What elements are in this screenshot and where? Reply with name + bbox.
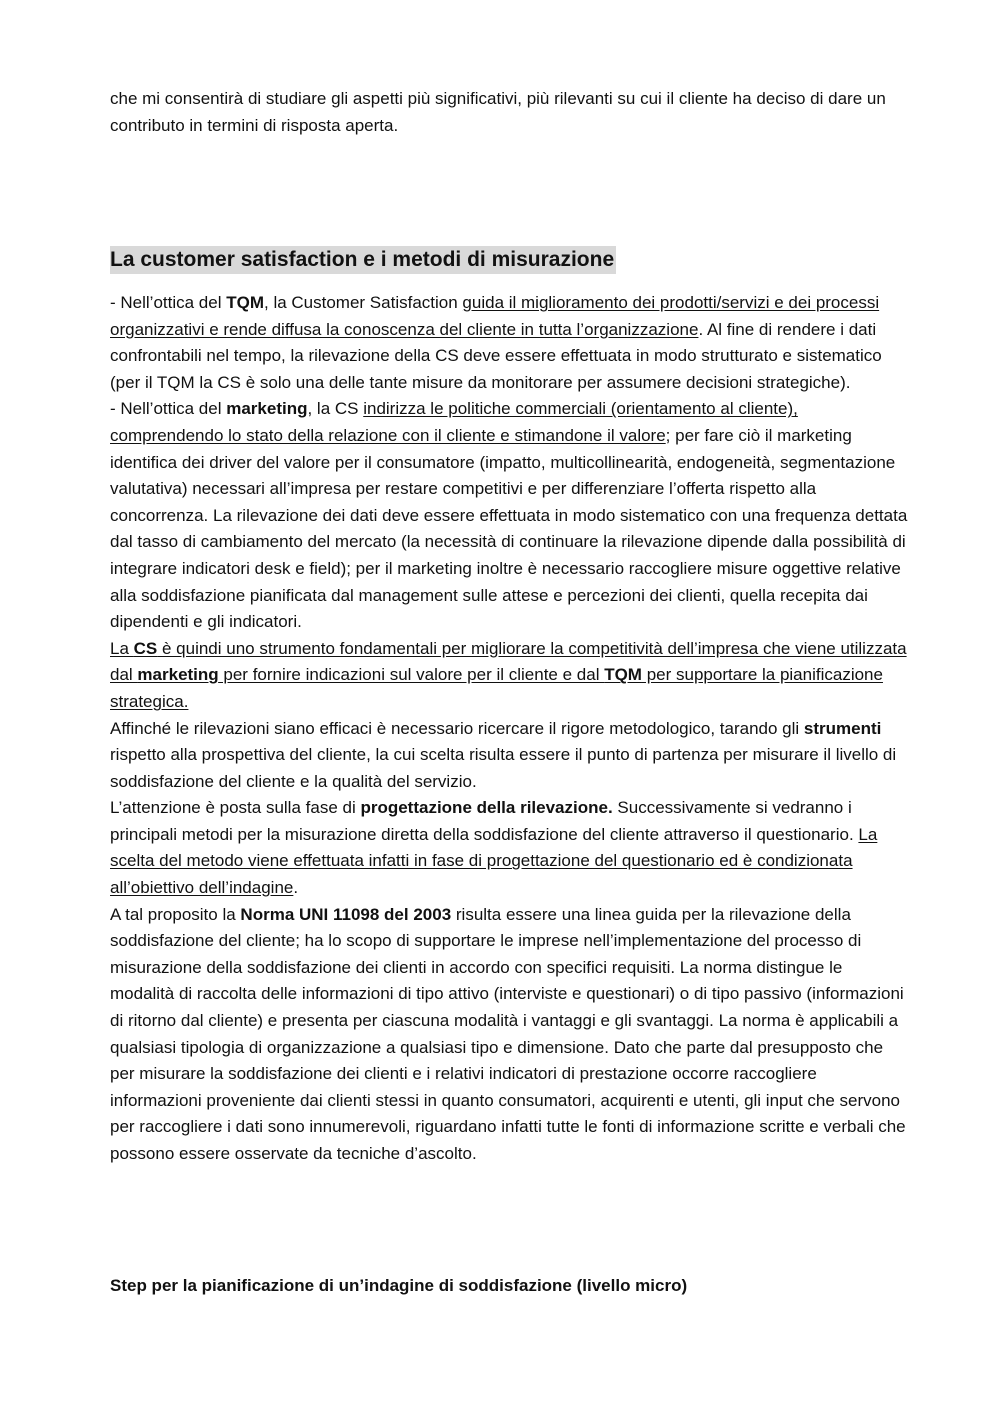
step-heading: Step per la pianificazione di un’indagine di soddisfazione (livello micro) [110,1276,688,1295]
paragraph-strumenti: Affinché le rilevazioni siano efficaci è necessario ricercare il rigore metodologico, tarando gli strumenti rispetto alla prospettiva del cliente, la cui scelta risulta essere il punto di partenza per misurare il livello di soddisfazione del cliente e la qualità del servizio. [110,718,897,791]
paragraph-tqm: - Nell’ottica del TQM, la Customer Satisfaction guida il miglioramento dei prodotti/servizi e dei processi organizzativi e rende diffusa la conoscenza del cliente in tutta l’organizzazione. Al fine di rendere i dati confrontabili nel tempo, la rilevazione della CS deve essere effettuata in modo strutturato e sistematico (per il TQM la CS è solo una delle tante misure da monitorare per assumere decisioni strategiche). [110,293,882,392]
paragraph-cs-summary: La CS è quindi uno strumento fondamentali per migliorare la competitività dell’impresa che viene utilizzata dal marketing per fornire indicazioni sul valore per il cliente e dal TQM per supportare la pianificazione strategica. [110,638,907,711]
intro-paragraph: che mi consentirà di studiare gli aspetti più significativi, più rilevanti su cui il cliente ha deciso di dare un contributo in termini di risposta aperta. [110,89,886,135]
section-body [110,290,910,1168]
paragraph-marketing: - Nell’ottica del marketing, la CS indirizza le politiche commerciali (orientamento al cliente), comprendendo lo stato della relazione con il cliente e stimandone il valore; per fare ciò il marketing identifica dei driver del valore per il consumatore (impatto, multicollinearità, endogeneità, segmentazione valutativa) necessari all’impresa per restare competitivi e per differenziare l’offerta rispetto alla concorrenza. La rilevazione dei dati deve essere effettuata in modo sistematico con una frequenza dettata dal tasso di cambiamento del mercato (la necessità di continuare la rilevazione dipende dalla possibilità di integrare indicatori desk e field); per il marketing inoltre è necessario raccogliere misure oggettive relative alla soddisfazione pianificata dal management sulle attese e percezioni dei clienti, quella recepita dai dipendenti e gli indicatori. [110,399,908,632]
paragraph-progettazione: L’attenzione è posta sulla fase di progettazione della rilevazione. Successivamente si vedranno i principali metodi per la misurazione diretta della soddisfazione del cliente attraverso il questionario. La scelta del metodo viene effettuata infatti in fase di progettazione del questionario ed è condizionata all’obiettivo dell’indagine. [110,798,878,898]
paragraph-norma-uni: A tal proposito la Norma UNI 11098 del 2003 risulta essere una linea guida per la rilevazione della soddisfazione del cliente; ha lo scopo di supportare le imprese nell’implementazione del processo di misurazione della soddisfazione dei clienti in accordo con specifici requisiti. La norma distingue le modalità di raccolta delle informazioni di tipo attivo (interviste e questionari) o di tipo passivo (informazioni di ritorno dal cliente) e presenta per ciascuna modalità i vantaggi e gli svantaggi. La norma è applicabili a qualsiasi tipologia di organizzazione a qualsiasi tipo e dimensione. Dato che parte dal presupposto che per misurare la soddisfazione dei clienti e i relativi indicatori di prestazione occorre raccogliere informazioni proveniente dai clienti stessi in quanto consumatori, acquirenti e utenti, gli input che servono per raccogliere i dati sono innumerevoli, riguardano infatti tutte le fonti di informazione scritte e verbali che possono essere osservate da tecniche d’ascolto. [110,904,906,1163]
section-heading: La customer satisfaction e i metodi di misurazione [110,246,616,274]
